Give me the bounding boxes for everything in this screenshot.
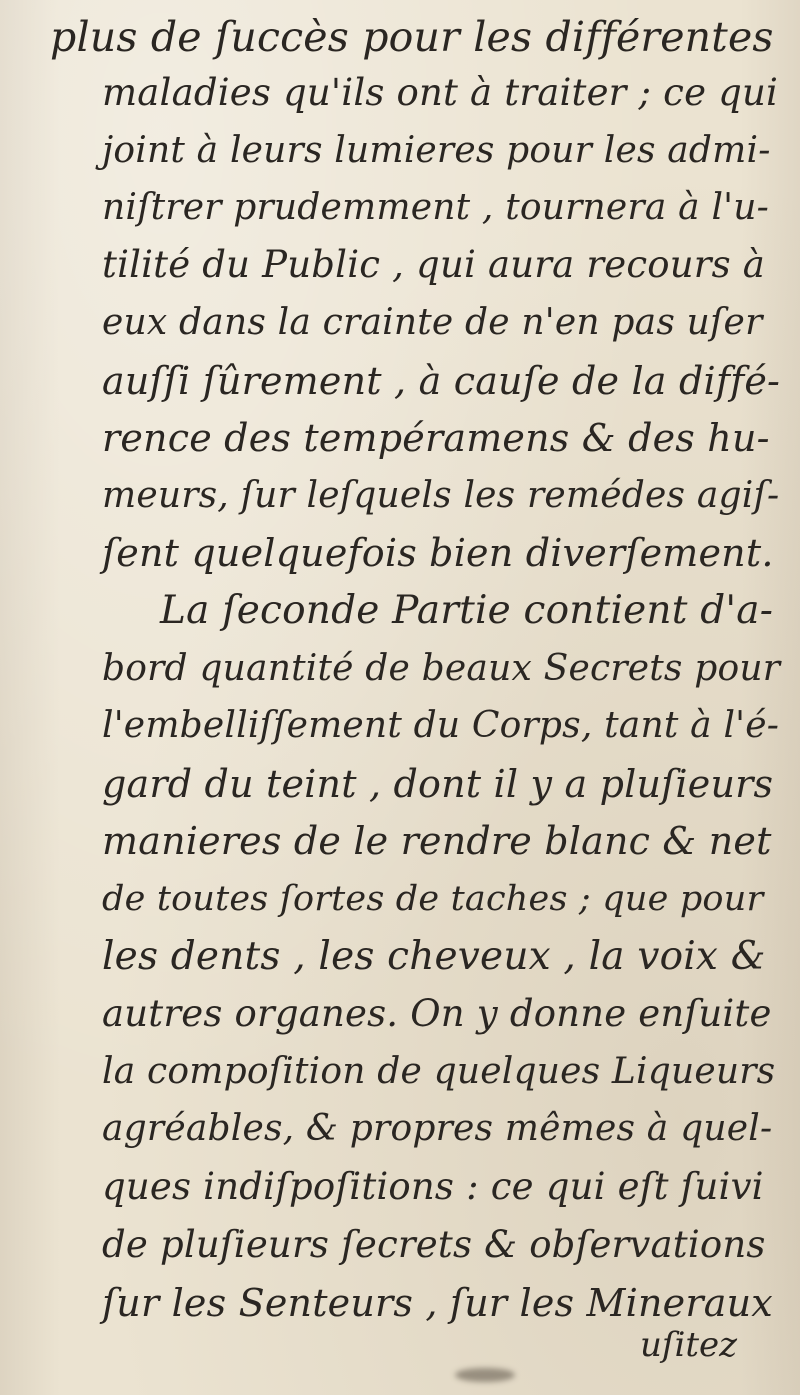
- text-line-15: manieres de le rendre blanc & net: [102, 819, 772, 863]
- text-line-2: maladies qu'ils ont à traiter ; ce qui: [102, 71, 779, 114]
- text-line-16: de toutes ſortes de taches ; que pour: [102, 879, 764, 919]
- text-line-5: tilité du Public , qui aura recours à: [102, 243, 766, 286]
- text-line-6: eux dans la crainte de n'en pas uſer: [102, 302, 763, 343]
- text-line-20: agréables, & propres mêmes à quel-: [102, 1108, 773, 1149]
- text-line-22: de pluſieurs ſecrets & obſervations: [102, 1223, 766, 1266]
- ink-smudge: [455, 1368, 515, 1382]
- text-line-14: gard du teint , dont il y a pluſieurs: [102, 762, 774, 806]
- catchword: uſitez: [640, 1325, 738, 1365]
- text-line-17: les dents , les cheveux , la voix &: [102, 934, 766, 979]
- text-line-11: La ſeconde Partie contient d'a-: [160, 588, 774, 633]
- text-line-10: ſent quelquefois bien diverſement.: [102, 531, 774, 575]
- text-line-7: auſſi ſûrement , à cauſe de la diffé-: [102, 359, 781, 403]
- text-line-1: plus de ſuccès pour les différentes: [50, 13, 774, 61]
- text-line-3: joint à leurs lumieres pour les admi-: [102, 130, 771, 171]
- text-line-8: rence des tempéramens & des hu-: [102, 416, 770, 460]
- text-line-4: niſtrer prudemment , tournera à l'u-: [102, 187, 770, 228]
- text-line-23: ſur les Senteurs , ſur les Mineraux: [102, 1281, 773, 1325]
- text-line-18: autres organes. On y donne enſuite: [102, 992, 772, 1035]
- text-line-9: meurs, ſur leſquels les remédes agiſ-: [102, 475, 780, 516]
- text-line-19: la compoſition de quelques Liqueurs: [102, 1051, 776, 1092]
- text-line-21: ques indiſpoſitions : ce qui eſt ſuivi: [102, 1165, 764, 1208]
- text-line-12: bord quantité de beaux Secrets pour: [102, 648, 781, 689]
- text-line-13: l'embelliſſement du Corps, tant à l'é-: [102, 705, 780, 746]
